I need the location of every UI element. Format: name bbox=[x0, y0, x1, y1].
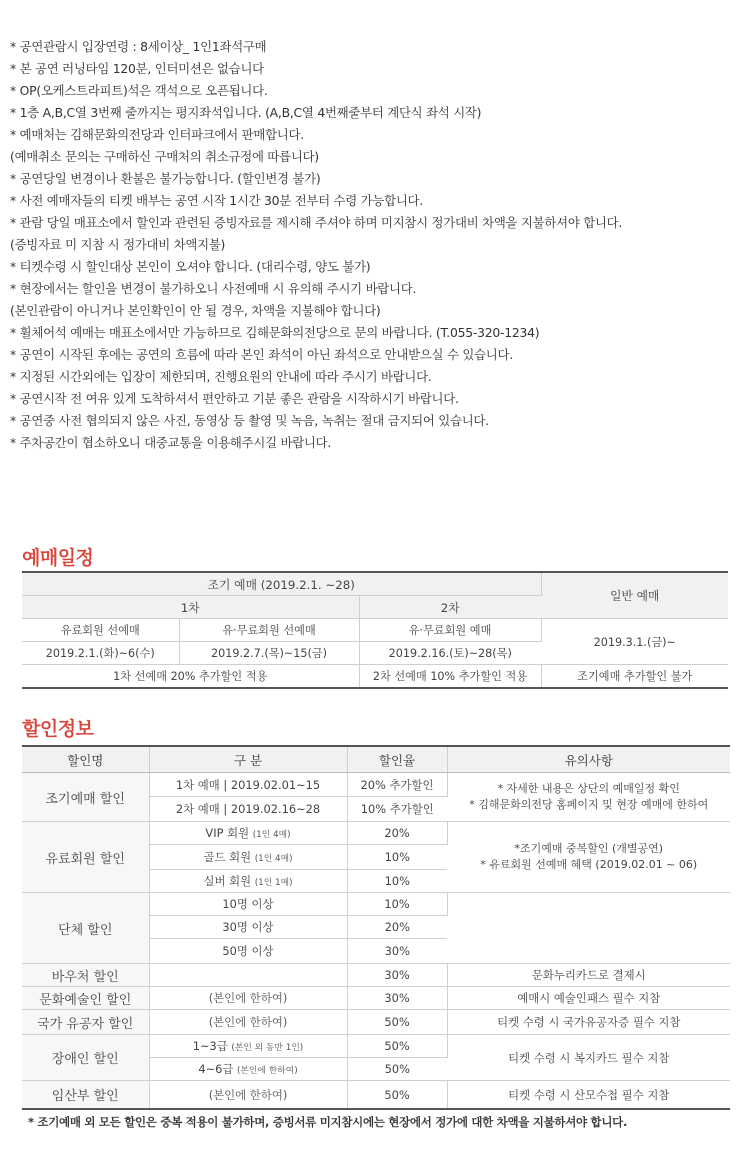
early-notes bbox=[447, 773, 730, 822]
early-r2-category: 2차 예매 | 2019.02.16~28 bbox=[149, 797, 347, 822]
notice-line: * OP(오케스트라피트)석은 객석으로 오픈됩니다. bbox=[10, 83, 268, 98]
disabled-discount-name: 장애인 할인 bbox=[22, 1035, 149, 1081]
gold-rate: 10% bbox=[347, 845, 447, 870]
general-date: 2019.3.1.(금)~ bbox=[541, 619, 728, 665]
veteran-note: 티켓 수령 시 국가유공자증 필수 지참 bbox=[447, 1010, 730, 1035]
voucher-note: 문화누리카드로 결제시 bbox=[447, 964, 730, 987]
early-r2-rate: 10% 추가할인 bbox=[347, 797, 447, 822]
group-r3: 50명 이상 bbox=[149, 939, 347, 964]
pregnant-note: 티켓 수령 시 산모수첩 필수 지참 bbox=[447, 1081, 730, 1110]
group-r1-rate: 10% bbox=[347, 893, 447, 916]
header-category: 구 분 bbox=[149, 746, 347, 773]
early-discount-name: 조기예매 할인 bbox=[22, 773, 149, 822]
pregnant-discount-name: 임산부 할인 bbox=[22, 1081, 149, 1110]
voucher-rate: 30% bbox=[347, 964, 447, 987]
early-r1-category: 1차 예매 | 2019.02.01~15 bbox=[149, 773, 347, 797]
vip-limit: (1인 4매) bbox=[252, 830, 291, 840]
all-presale-date: 2019.2.7.(목)~15(금) bbox=[179, 642, 359, 665]
paid-note-1: *조기예매 중복할인 (개별공연) bbox=[514, 842, 664, 855]
notice-line: * 공연관람시 입장연령 : 8세이상_ 1인1좌석구매 bbox=[10, 39, 267, 54]
paid-note-2: * 유료회원 선예매 혜택 (2019.02.01 ~ 06) bbox=[480, 858, 698, 871]
schedule-table bbox=[22, 571, 728, 689]
disabled-r1-sub: (본인 외 동반 1인) bbox=[231, 1043, 304, 1053]
early-r1-rate: 20% 추가할인 bbox=[347, 773, 447, 797]
notice-line: * 주차공간이 협소하오니 대중교통을 이용해주시길 바랍니다. bbox=[10, 435, 332, 450]
silver-rate: 10% bbox=[347, 870, 447, 893]
header-rate: 할인율 bbox=[347, 746, 447, 773]
group-r2-rate: 20% bbox=[347, 916, 447, 939]
pregnant-rate: 50% bbox=[347, 1081, 447, 1110]
all-member-sale: 유·무료회원 예매 bbox=[359, 619, 541, 642]
voucher-category bbox=[149, 964, 347, 987]
pregnant-category: (본인에 한하여) bbox=[149, 1081, 347, 1110]
general-booking-header: 일반 예매 bbox=[541, 572, 728, 619]
disabled-r1-rate: 50% bbox=[347, 1035, 447, 1058]
gold-label: 골드 회원 bbox=[203, 850, 252, 864]
disabled-r1-label: 1~3급 bbox=[192, 1039, 228, 1053]
header-notes: 유의사항 bbox=[447, 746, 730, 773]
notice-line: * 공연중 사전 협의되지 않은 사진, 동영상 등 촬영 및 녹음, 녹취는 절대 금지되어 있습니다. bbox=[10, 413, 489, 428]
notice-line: (증빙자료 미 지참 시 정가대비 차액지불) bbox=[10, 237, 226, 252]
notice-line: * 지정된 시간외에는 입장이 제한되며, 진행요원의 안내에 따라 주시기 바랍니다. bbox=[10, 369, 432, 384]
phase2-note: 2차 선예매 10% 추가할인 적용 bbox=[359, 665, 541, 689]
disabled-r2-category bbox=[149, 1058, 347, 1081]
artist-note: 예매시 예술인패스 필수 지참 bbox=[447, 987, 730, 1010]
vip-rate: 20% bbox=[347, 822, 447, 845]
veteran-rate: 50% bbox=[347, 1010, 447, 1035]
veteran-category: (본인에 한하여) bbox=[149, 1010, 347, 1035]
notice-line: (예매취소 문의는 구매하신 구매처의 취소규정에 따릅니다) bbox=[10, 149, 319, 164]
group-r2: 30명 이상 bbox=[149, 916, 347, 939]
phase2-header: 2차 bbox=[359, 596, 541, 619]
silver-label: 실버 회원 bbox=[203, 874, 252, 888]
disabled-r1-category bbox=[149, 1035, 347, 1058]
paid-presale-date: 2019.2.1.(화)~6(수) bbox=[22, 642, 179, 665]
notice-line: * 휠체어석 예매는 매표소에서만 가능하므로 김해문화의전당으로 문의 바랍니다. (T.055-320-1234) bbox=[10, 325, 540, 340]
phase1-note: 1차 선예매 20% 추가할인 적용 bbox=[22, 665, 359, 689]
notice-list bbox=[10, 36, 745, 454]
artist-discount-name: 문화예술인 할인 bbox=[22, 987, 149, 1010]
notice-line: * 본 공연 러닝타임 120분, 인터미션은 없습니다 bbox=[10, 61, 264, 76]
phase1-header: 1차 bbox=[22, 596, 359, 619]
disabled-r2-rate: 50% bbox=[347, 1058, 447, 1081]
group-notes bbox=[447, 893, 730, 964]
paid-notes bbox=[447, 822, 730, 893]
early-note-1: * 자세한 내용은 상단의 예매일정 확인 bbox=[497, 782, 680, 795]
paid-discount-name: 유료회원 할인 bbox=[22, 822, 149, 893]
vip-category bbox=[149, 822, 347, 845]
notice-line: * 현장에서는 할인을 변경이 불가하오니 사전예매 시 유의해 주시기 바랍니다. bbox=[10, 281, 417, 296]
disabled-r2-label: 4~6급 bbox=[198, 1062, 234, 1076]
notice-line: * 관람 당일 매표소에서 할인과 관련된 증빙자료를 제시해 주셔야 하며 미지참시 정가대비 차액을 지불하셔야 합니다. bbox=[10, 215, 623, 230]
notice-line: * 사전 예매자들의 티켓 배부는 공연 시작 1시간 30분 전부터 수령 가능합니다. bbox=[10, 193, 423, 208]
artist-category: (본인에 한하여) bbox=[149, 987, 347, 1010]
discount-title: 할인정보 bbox=[22, 718, 94, 740]
all-member-presale: 유·무료회원 선예매 bbox=[179, 619, 359, 642]
notice-line: * 공연당일 변경이나 환불은 불가능합니다. (할인변경 불가) bbox=[10, 171, 321, 186]
disabled-note: 티켓 수령 시 복지카드 필수 지참 bbox=[447, 1035, 730, 1081]
disabled-r2-sub: (본인에 한하여) bbox=[237, 1066, 298, 1076]
notice-line: * 공연이 시작된 후에는 공연의 흐름에 따라 본인 좌석이 아닌 좌석으로 안내받으실 수 있습니다. bbox=[10, 347, 513, 362]
notice-line: * 예매처는 김해문화의전당과 인터파크에서 판매합니다. bbox=[10, 127, 304, 142]
header-name: 할인명 bbox=[22, 746, 149, 773]
silver-category bbox=[149, 870, 347, 893]
paid-member-presale: 유료회원 선예매 bbox=[22, 619, 179, 642]
group-r3-rate: 30% bbox=[347, 939, 447, 964]
notice-line: * 티켓수령 시 할인대상 본인이 오셔야 합니다. (대리수령, 양도 불가) bbox=[10, 259, 371, 274]
group-r1: 10명 이상 bbox=[149, 893, 347, 916]
artist-rate: 30% bbox=[347, 987, 447, 1010]
general-note: 조기예매 추가할인 불가 bbox=[541, 665, 728, 689]
silver-limit: (1인 1매) bbox=[254, 878, 293, 888]
voucher-discount-name: 바우처 할인 bbox=[22, 964, 149, 987]
group-discount-name: 단체 할인 bbox=[22, 893, 149, 964]
gold-category bbox=[149, 845, 347, 870]
gold-limit: (1인 4매) bbox=[254, 854, 293, 864]
footnote: * 조기예매 외 모든 할인은 중복 적용이 불가하며, 증빙서류 미지참시에는 현장에서 정가에 대한 차액을 지불하셔야 합니다. bbox=[28, 1115, 628, 1129]
all-sale-date: 2019.2.16.(토)~28(목) bbox=[359, 642, 541, 665]
notice-line: (본인관람이 아니거나 본인확인이 안 될 경우, 차액을 지불해야 합니다) bbox=[10, 303, 381, 318]
vip-label: VIP 회원 bbox=[205, 826, 250, 840]
notice-line: * 1층 A,B,C열 3번째 줄까지는 평지좌석입니다. (A,B,C열 4번째줄부터 계단식 좌석 시작) bbox=[10, 105, 482, 120]
early-note-2: * 김해문화의전당 홈페이지 및 현장 예매에 한하여 bbox=[469, 798, 709, 811]
discount-table bbox=[22, 745, 730, 1110]
notice-line: * 공연시작 전 여유 있게 도착하셔서 편안하고 기분 좋은 관람을 시작하시기 바랍니다. bbox=[10, 391, 459, 406]
veteran-discount-name: 국가 유공자 할인 bbox=[22, 1010, 149, 1035]
schedule-title: 예매일정 bbox=[22, 547, 94, 569]
early-booking-header: 조기 예매 (2019.2.1. ~28) bbox=[22, 572, 541, 596]
